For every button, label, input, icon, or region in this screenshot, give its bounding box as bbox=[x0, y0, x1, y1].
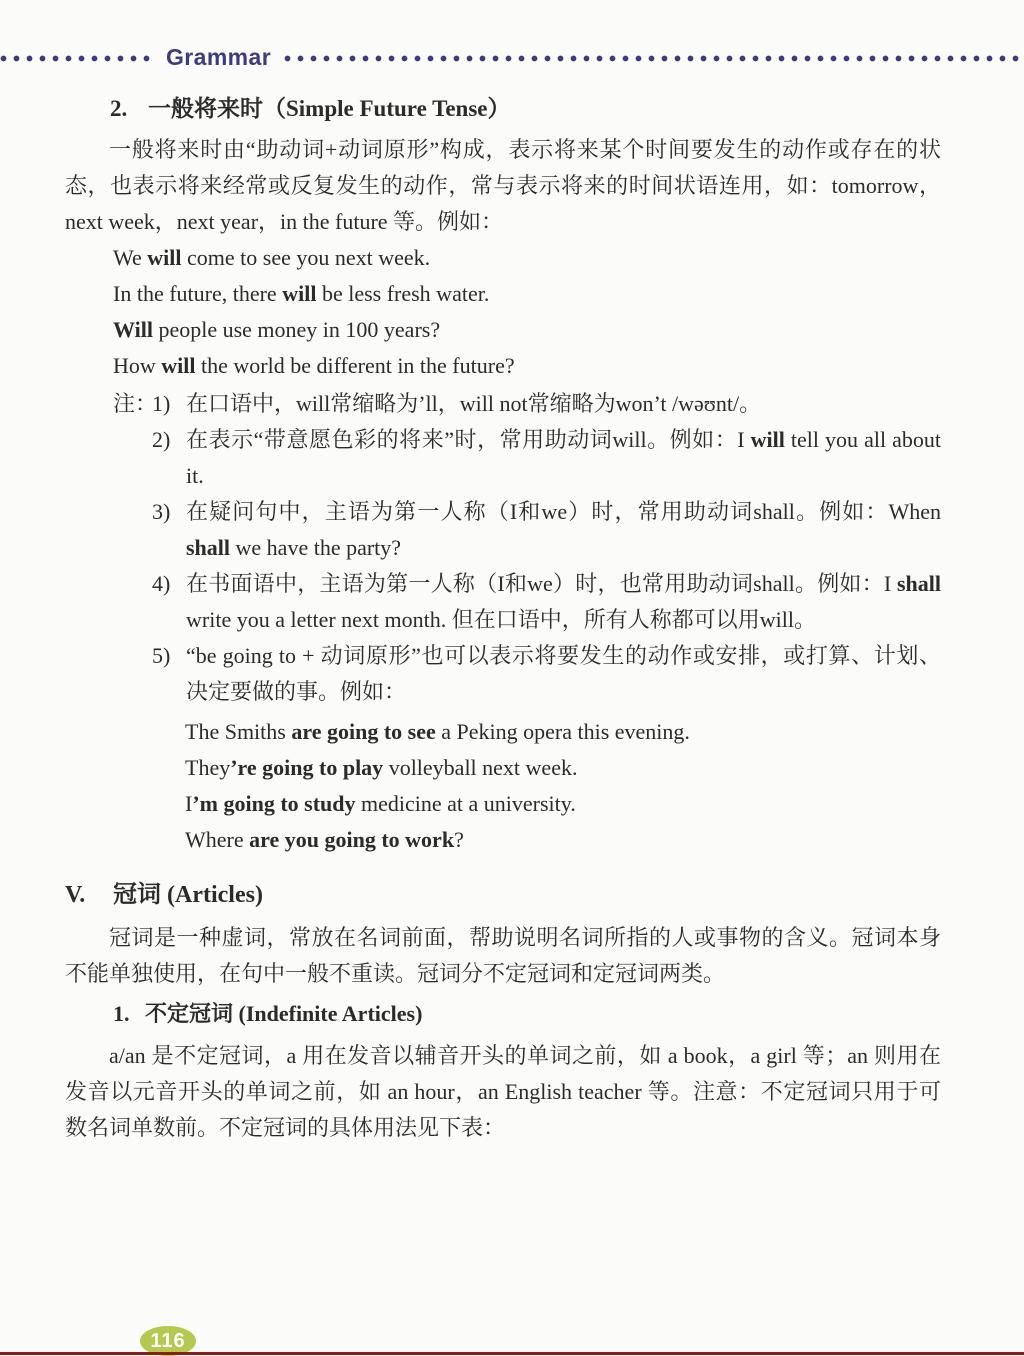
note-text: 在疑问句中，主语为第一人称（I和we）时，常用助动词shall。例如：When shall we have the party? bbox=[186, 499, 941, 560]
note-item bbox=[113, 386, 941, 422]
note-number: 2) bbox=[152, 427, 171, 452]
example-sentence: The Smiths are going to see a Peking opera this evening. bbox=[185, 719, 690, 744]
example-sentence: I’m going to study medicine at a university. bbox=[185, 791, 576, 816]
heading-number: V. bbox=[65, 882, 86, 908]
note-number: 4) bbox=[152, 571, 171, 596]
example-sentence: Where are you going to work? bbox=[185, 827, 464, 852]
example-sentence: How will the world be different in the future? bbox=[113, 353, 515, 378]
heading-articles bbox=[65, 878, 941, 912]
header-dotted-rule-right bbox=[284, 55, 1024, 62]
future-tense-intro-paragraph: 一般将来时由“助动词+动词原形”构成，表示将来某个时间要发生的动作或存在的状态，也表示将来经常或反复发生的动作，常与表示将来的时间状语连用，如：tomorrow，next week，next year，in the future 等。例如： bbox=[65, 137, 941, 234]
heading-text: 不定冠词 (Indefinite Articles) bbox=[145, 1001, 423, 1026]
going-to-example-list bbox=[185, 714, 941, 858]
note-item bbox=[113, 638, 941, 710]
articles-intro-paragraph: 冠词是一种虚词，常放在名词前面，帮助说明名词所指的人或事物的含义。冠词本身不能单独使用，在句中一般不重读。冠词分不定冠词和定冠词两类。 bbox=[65, 925, 941, 986]
header-dotted-rule-left bbox=[0, 55, 152, 62]
note-text: “be going to + 动词原形”也可以表示将要发生的动作或安排，或打算、计划、决定要做的事。例如： bbox=[186, 643, 941, 704]
page-body bbox=[65, 80, 941, 1146]
note-number: 1) bbox=[152, 391, 171, 416]
notes-list bbox=[113, 386, 941, 710]
note-item bbox=[113, 566, 941, 638]
notes-label: 注： bbox=[113, 391, 158, 416]
note-text: 在书面语中，主语为第一人称（I和we）时，也常用助动词shall。例如：I shall write you a letter next month. 但在口语中，所有人称都可以用will。 bbox=[186, 571, 941, 632]
heading-simple-future-tense bbox=[110, 94, 941, 124]
note-number: 3) bbox=[152, 499, 171, 524]
note-text: 在口语中，will常缩略为’ll，will not常缩略为won’t /wəʊnt/。 bbox=[186, 391, 762, 416]
note-item bbox=[113, 422, 941, 494]
heading-indefinite-articles bbox=[113, 998, 941, 1030]
heading-number: 2. bbox=[110, 96, 128, 121]
page-number-badge: 116 bbox=[140, 1326, 196, 1356]
example-sentence: In the future, there will be less fresh water. bbox=[113, 281, 490, 306]
note-item bbox=[113, 494, 941, 566]
example-sentence: Will people use money in 100 years? bbox=[113, 317, 441, 342]
heading-text: 冠词 (Articles) bbox=[113, 882, 263, 908]
note-text: 在表示“带意愿色彩的将来”时，常用助动词will。例如：I will tell you all about it. bbox=[186, 427, 941, 488]
indefinite-articles-paragraph: a/an 是不定冠词，a 用在发音以辅音开头的单词之前，如 a book，a girl 等；an 则用在发音以元音开头的单词之前，如 an hour，an English teacher 等。注意：不定冠词只用于可数名词单数前。不定冠词的具体用法见下表： bbox=[65, 1043, 941, 1140]
header-section-title: Grammar bbox=[166, 43, 272, 70]
page-header bbox=[0, 43, 1024, 70]
will-example-list bbox=[113, 240, 941, 384]
example-sentence: We will come to see you next week. bbox=[113, 245, 431, 270]
heading-text: 一般将来时（Simple Future Tense） bbox=[148, 96, 511, 121]
heading-number: 1. bbox=[113, 1001, 130, 1026]
note-number: 5) bbox=[152, 643, 171, 668]
example-sentence: They’re going to play volleyball next week. bbox=[185, 755, 578, 780]
